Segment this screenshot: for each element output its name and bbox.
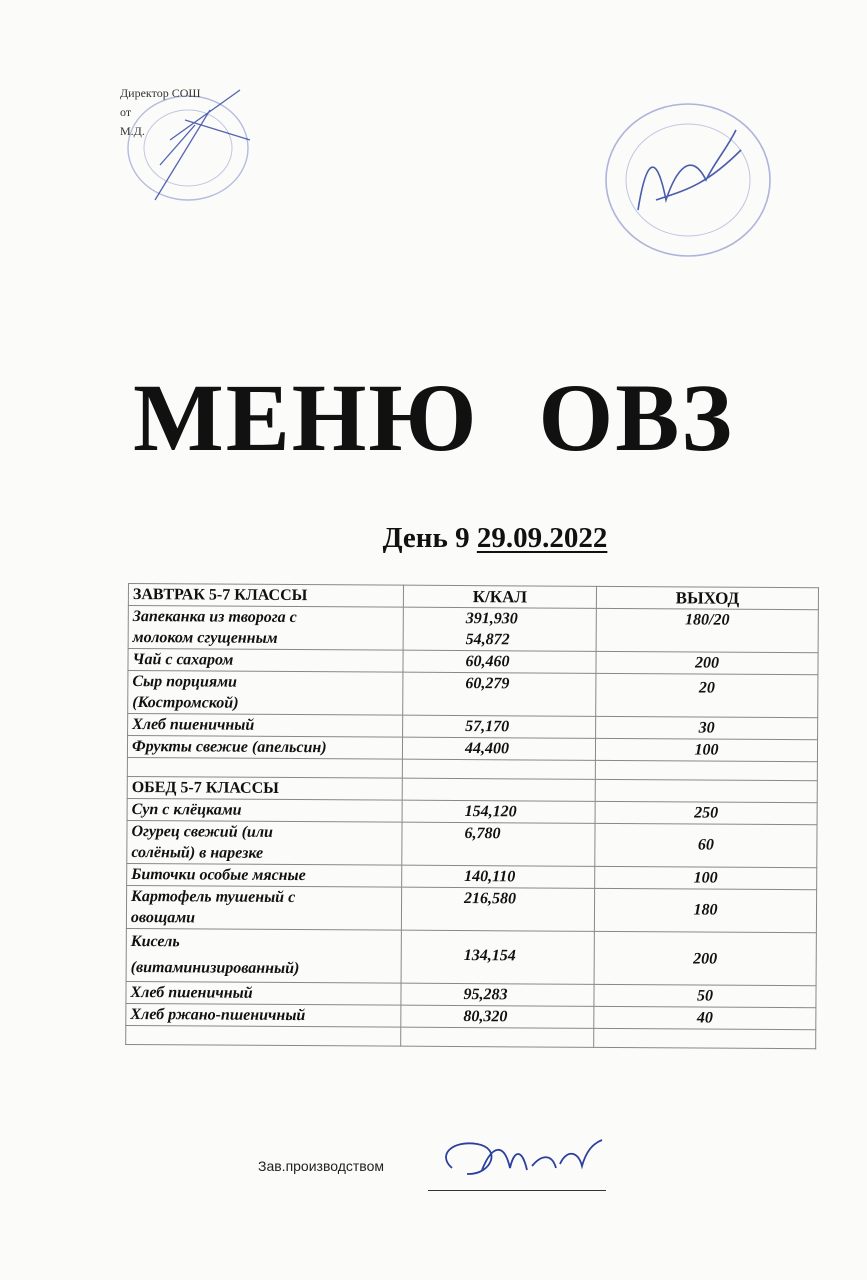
kcal-value: 6,780 bbox=[402, 822, 595, 866]
dish-name-cont: (Костромской) bbox=[132, 694, 239, 712]
kcal-value-2: 54,872 bbox=[465, 631, 510, 649]
output-value: 180 bbox=[594, 888, 816, 932]
table-row bbox=[128, 671, 818, 718]
dish-name: Кисель bbox=[130, 933, 180, 951]
manager-signature bbox=[432, 1130, 612, 1190]
lunch-header: ОБЕД 5-7 КЛАССЫ bbox=[127, 776, 402, 800]
output-value: 50 bbox=[594, 984, 816, 1007]
table-row bbox=[127, 820, 817, 867]
stamp-line-3: М.Д. bbox=[120, 124, 145, 138]
dish-name: Чай с сахаром bbox=[128, 649, 403, 673]
dish-name: Хлеб ржано-пшеничный bbox=[126, 1003, 401, 1027]
day-heading bbox=[0, 522, 867, 555]
dish-name-cont: молоком сгущенным bbox=[132, 629, 278, 647]
dish-name: Биточки особые мясные bbox=[127, 863, 402, 887]
output-value: 60 bbox=[595, 823, 817, 867]
approval-stamp-right bbox=[596, 90, 786, 270]
dish-name: Сыр порциями bbox=[132, 673, 238, 691]
kcal-value: 80,320 bbox=[401, 1005, 594, 1028]
output-value: 40 bbox=[594, 1006, 816, 1029]
output-value: 250 bbox=[595, 801, 817, 824]
dish-name: Огурец свежий (или bbox=[131, 823, 274, 841]
day-date: 29.09.2022 bbox=[476, 522, 608, 554]
dish-name: Суп с клёцками bbox=[127, 798, 402, 822]
stamp-line-2: от bbox=[120, 105, 132, 119]
kcal-value: 140,110 bbox=[402, 865, 595, 888]
dish-name: Фрукты свежие (апельсин) bbox=[127, 736, 402, 760]
output-value: 100 bbox=[595, 738, 817, 761]
kcal-value: 60,460 bbox=[403, 650, 596, 673]
kcal-value: 95,283 bbox=[401, 983, 594, 1006]
output-column-header: ВЫХОД bbox=[596, 586, 818, 609]
dish-name: Картофель тушеный с bbox=[131, 888, 296, 907]
output-value: 180/20 bbox=[596, 608, 818, 652]
dish-name: Хлеб пшеничный bbox=[128, 714, 403, 738]
dish-name: Запеканка из творога с bbox=[132, 608, 297, 627]
dish-name-cont: солёный) в нарезке bbox=[131, 844, 264, 862]
kcal-value: 57,170 bbox=[403, 715, 596, 738]
approval-stamp-left bbox=[100, 70, 270, 210]
production-manager-label: Зав.производством bbox=[258, 1158, 384, 1174]
kcal-value: 154,120 bbox=[402, 800, 595, 823]
stamp-line-1: Директор СОШ bbox=[120, 86, 201, 100]
dish-name: Хлеб пшеничный bbox=[126, 981, 401, 1005]
kcal-column-header: К/КАЛ bbox=[403, 585, 596, 608]
kcal-value: 391,930 bbox=[465, 610, 518, 628]
output-value: 30 bbox=[596, 716, 818, 739]
table-row bbox=[126, 885, 816, 932]
stamp-seal-right bbox=[596, 90, 786, 270]
kcal-value: 134,154 bbox=[401, 930, 594, 984]
table-row bbox=[126, 928, 816, 985]
signature-line bbox=[428, 1190, 606, 1191]
page-title: МЕНЮ ОВЗ bbox=[133, 364, 734, 471]
dish-name-cont: (витаминизированный) bbox=[130, 959, 300, 978]
table-row bbox=[128, 606, 818, 653]
empty-row bbox=[126, 1025, 816, 1048]
output-value: 200 bbox=[594, 931, 816, 985]
menu-table bbox=[125, 583, 819, 1049]
kcal-value: 216,580 bbox=[401, 887, 594, 931]
dish-name-cont: овощами bbox=[130, 909, 196, 927]
breakfast-header: ЗАВТРАК 5-7 КЛАССЫ bbox=[128, 584, 403, 608]
output-value: 200 bbox=[596, 651, 818, 674]
output-value: 100 bbox=[595, 866, 817, 889]
output-value: 20 bbox=[596, 673, 818, 717]
kcal-value: 44,400 bbox=[402, 737, 595, 760]
day-label: День 9 bbox=[382, 522, 470, 554]
kcal-value: 60,279 bbox=[403, 672, 596, 716]
